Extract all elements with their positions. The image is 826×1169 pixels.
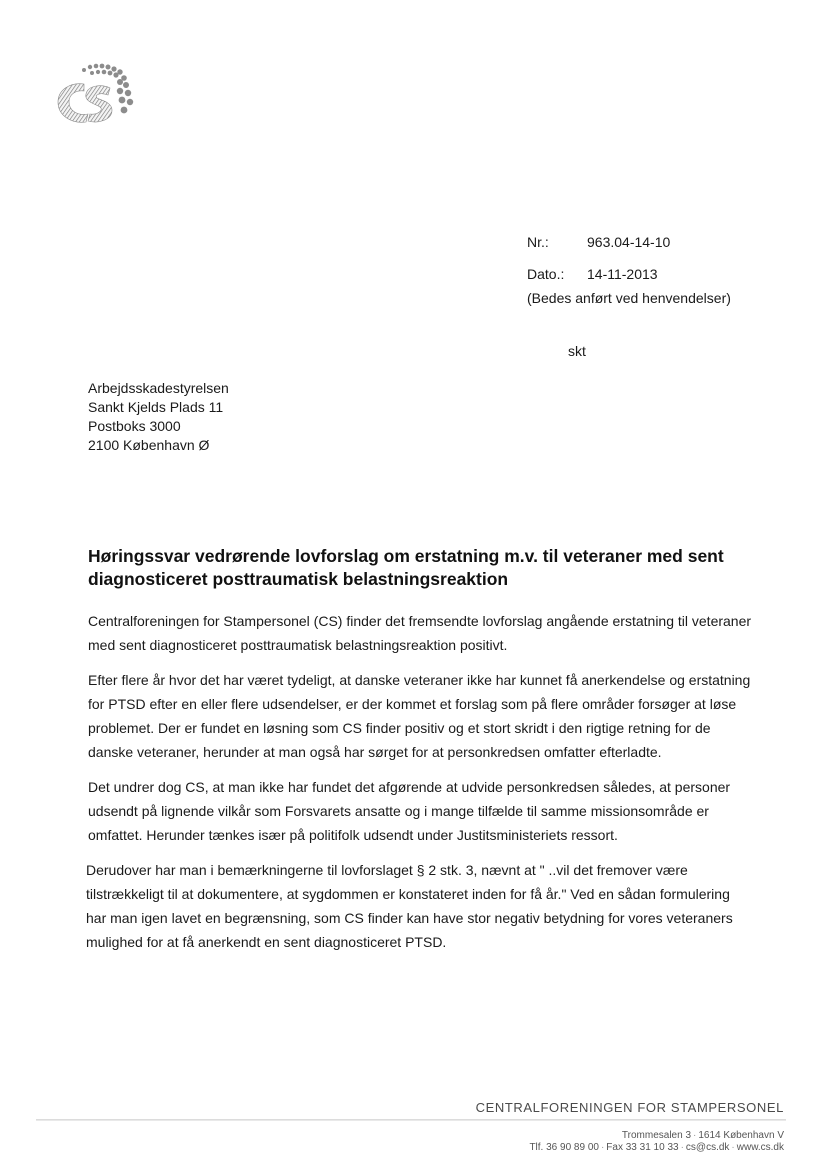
recipient-address — [88, 379, 229, 455]
footer-organization: CENTRALFORENINGEN FOR STAMPERSONEL — [475, 1100, 784, 1115]
footer-street: Trommesalen 3 — [621, 1130, 692, 1141]
body-paragraph — [86, 858, 778, 954]
letter-body — [88, 609, 778, 965]
body-paragraph — [88, 668, 778, 764]
body-line: Centralforeningen for Stampersonel (CS) finder det fremsendte lovforslag angående erstatning til veteraner — [88, 613, 752, 629]
footer-email[interactable]: cs@cs.dk — [685, 1142, 730, 1153]
cs-logo-icon — [54, 58, 138, 128]
footer-city: 1614 København V — [698, 1130, 784, 1141]
recipient-street: Sankt Kjelds Plads 11 — [88, 399, 224, 415]
cs-logo — [54, 58, 138, 128]
separator-dot: · — [731, 1142, 735, 1153]
subject-line: Høringssvar vedrørende lovforslag om erstatning m.v. til veteraner med sent — [88, 546, 724, 566]
case-initials: skt — [568, 343, 586, 359]
recipient-city: 2100 København Ø — [88, 437, 210, 453]
recipient-name: Arbejdsskadestyrelsen — [88, 380, 229, 396]
subject-line: diagnosticeret posttraumatisk belastningsreaktion — [88, 569, 509, 589]
footer-fax: Fax 33 31 10 33 — [606, 1142, 679, 1153]
body-line: for PTSD efter en eller flere udsendelser, er der kommet et forslag som på flere områder forsøger at løse — [88, 696, 737, 712]
recipient-pobox: Postboks 3000 — [88, 418, 181, 434]
reference-note: (Bedes anført ved henvendelser) — [527, 290, 731, 306]
separator-dot: · — [693, 1130, 697, 1141]
body-line: omfattet. Herunder tænkes især på politifolk udsendt under Justitsministeriets ressort. — [88, 827, 618, 843]
reference-block — [527, 232, 731, 308]
footer-divider — [36, 1119, 786, 1121]
footer-phone: Tlf. 36 90 89 00 — [529, 1142, 599, 1153]
reference-number-label: Nr.: — [527, 234, 549, 250]
body-line: mulighed for at få anerkendt en sent diagnosticeret PTSD. — [86, 934, 447, 950]
body-line: udsendt på lignende vilkår som Forsvarets ansatte og i mange tilfælde til samme missionsområde er — [88, 803, 709, 819]
date-label: Dato.: — [527, 266, 565, 282]
body-line: har man igen lavet en begrænsning, som CS finder kan have stor negativ betydning for vores veteraners — [86, 910, 733, 926]
letter-subject — [88, 545, 768, 591]
reference-number-value: 963.04-14-10 — [587, 234, 671, 250]
body-line: Derudover har man i bemærkningerne til lovforslaget § 2 stk. 3, nævnt at " ..vil det fremover være — [86, 862, 688, 878]
body-paragraph — [88, 609, 778, 657]
body-paragraph — [88, 775, 778, 847]
reference-number-row — [527, 232, 731, 264]
separator-dot: · — [600, 1142, 605, 1153]
body-line: danske veteraner, herunder at man også har sørget for at personkredsen omfatter efterladte. — [88, 744, 662, 760]
body-line: Det undrer dog CS, at man ikke har fundet det afgørende at udvide personkredsen således, at personer — [88, 779, 731, 795]
footer-web[interactable]: www.cs.dk — [736, 1142, 784, 1153]
footer-address — [622, 1130, 784, 1141]
body-line: med sent diagnosticeret posttraumatisk belastningsreaktion positivt. — [88, 637, 508, 653]
body-line: Efter flere år hvor det har været tydeligt, at danske veteraner ikke har kunnet få anerkendelse og erstatning — [88, 672, 751, 688]
body-line: tilstrækkeligt til at dokumentere, at sygdommen er konstateret inden for få år." Ved en sådan formulering — [86, 886, 730, 902]
body-line: problemet. Der er fundet en løsning som CS finder positiv og et stort skridt i den rigtige retning for de — [88, 720, 711, 736]
separator-dot: · — [680, 1142, 684, 1153]
footer-contact — [529, 1142, 784, 1153]
date-value: 14-11-2013 — [587, 266, 658, 282]
